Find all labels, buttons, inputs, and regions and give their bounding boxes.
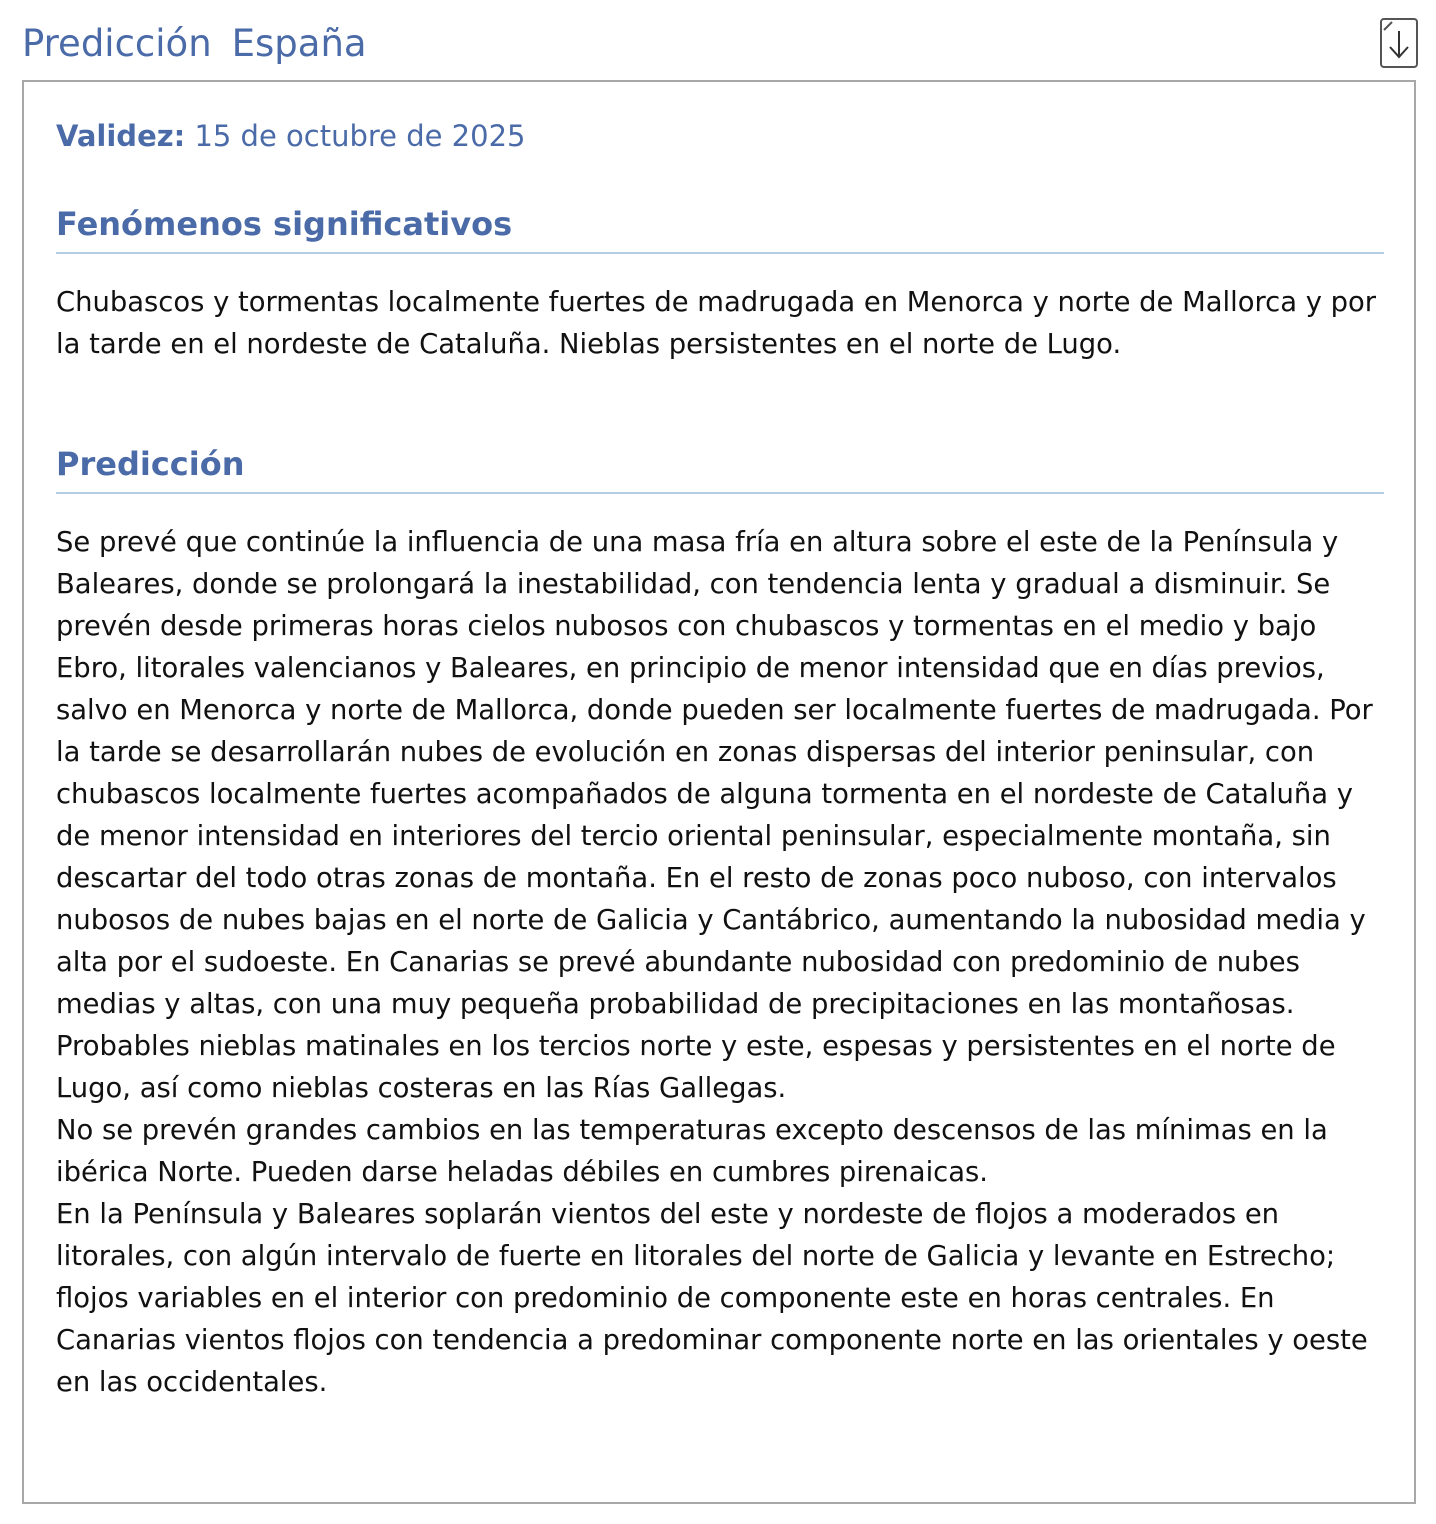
prediction-paragraph: Se prevé que continúe la influencia de una masa fría en altura sobre el este de la Península y Baleares, donde se prolongará la inestabilidad, con tendencia lenta y gradual a disminuir. Se prevén desde primeras horas cielos nubosos con chubascos y tormentas en el medio y bajo Ebro, litorales valencianos y Baleares, en principio de menor intensidad que en días previos, salvo en Menorca y norte de Mallorca, donde pueden ser localmente fuertes de madrugada. Por la tarde se desarrollarán nubes de evolución en zonas dispersas del interior peninsular, con chubascos localmente fuertes acompañados de alguna tormenta en el nordeste de Cataluña y de menor intensidad en interiores del tercio oriental peninsular, especialmente montaña, sin descartar del todo otras zonas de montaña. En el resto de zonas poco nuboso, con intervalos nubosos de nubes bajas en el norte de Galicia y Cantábrico, aumentando la nubosidad media y alta por el sudoeste. En Canarias se prevé abundante nubosidad con predominio de nubes medias y altas, con una muy pequeña probabilidad de precipitaciones en las montañosas. <box>56 527 1373 1020</box>
title-text: Predicción <box>22 22 212 65</box>
download-button[interactable] <box>1380 18 1418 68</box>
validity-date: 15 de octubre de 2025 <box>194 119 526 153</box>
validity-line <box>56 116 1384 156</box>
prediction-paragraph: En la Península y Baleares soplarán vientos del este y nordeste de flojos a moderados en litorales, con algún intervalo de fuerte en litorales del norte de Galicia y levante en Estrecho; flojos variables en el interior con predominio de componente este en horas centrales. En Canarias vientos flojos con tendencia a predominar componente norte en las orientales y oeste en las occidentales. <box>56 1199 1368 1398</box>
prediction-paragraph: Probables nieblas matinales en los tercios norte y este, espesas y persistentes en el norte de Lugo, así como nieblas costeras en las Rías Gallegas. <box>56 1031 1336 1104</box>
page-header <box>22 18 1418 78</box>
download-document-icon <box>1382 20 1416 66</box>
forecast-content <box>56 116 1384 1404</box>
page-title <box>22 22 367 65</box>
prediction-paragraph: No se prevén grandes cambios en las temperaturas excepto descensos de las mínimas en la ibérica Norte. Pueden darse heladas débiles en cumbres pirenaicas. <box>56 1115 1328 1188</box>
prediction-heading: Predicción <box>56 444 1384 494</box>
validity-label: Validez: <box>56 119 186 153</box>
region-name: España <box>231 22 367 65</box>
forecast-panel <box>22 80 1416 1504</box>
significant-phenomena-text: Chubascos y tormentas localmente fuertes de madrugada en Menorca y norte de Mallorca y por la tarde en el nordeste de Cataluña. Nieblas persistentes en el norte de Lugo. <box>56 287 1377 360</box>
significant-phenomena-heading: Fenómenos significativos <box>56 204 1384 254</box>
